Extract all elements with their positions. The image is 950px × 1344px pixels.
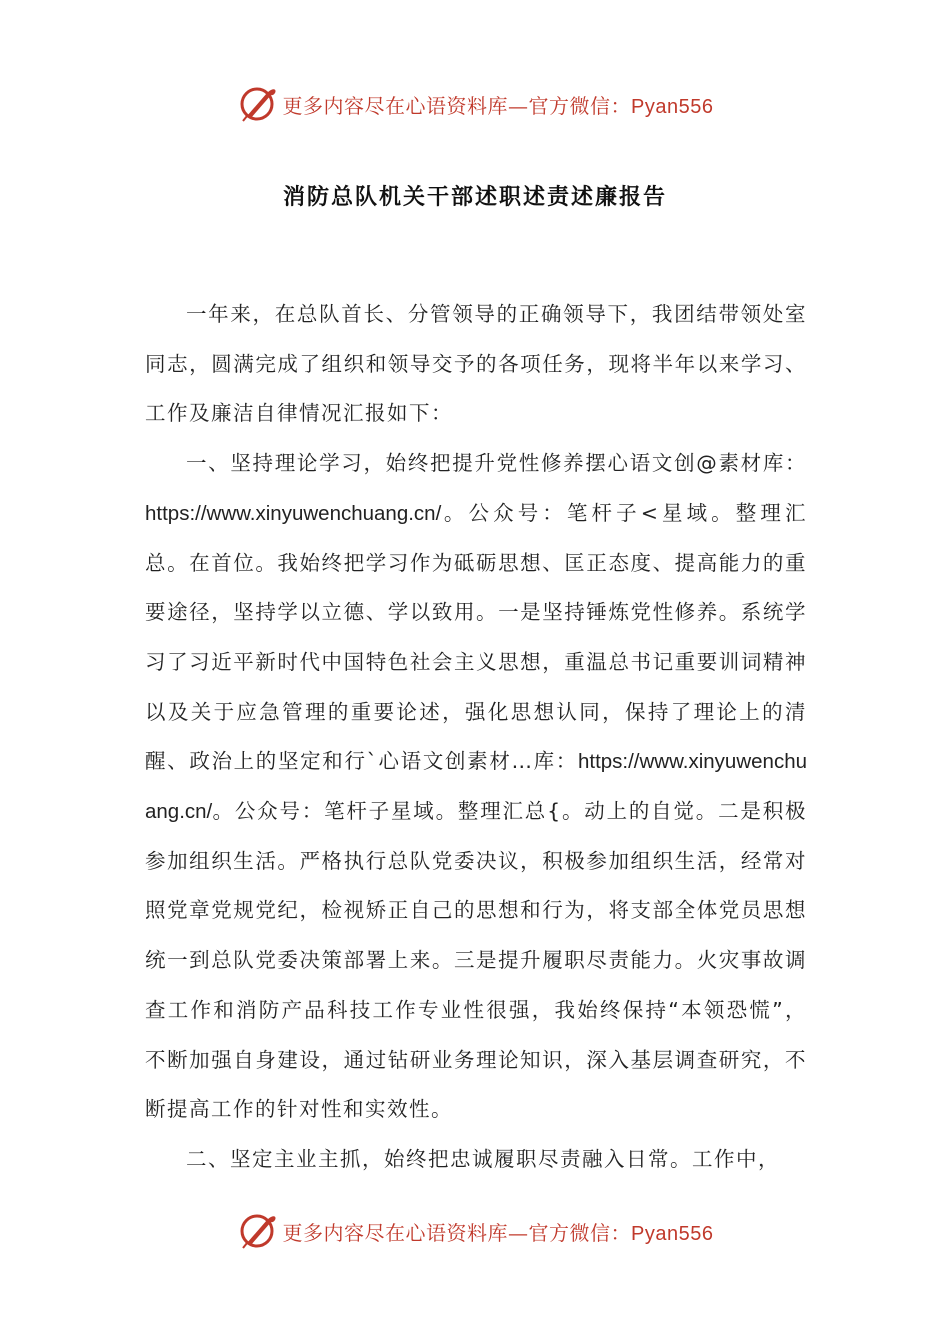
header-wechat-id: Pyan556: [631, 95, 714, 118]
paragraph-2: 一、坚持理论学习，始终把提升党性修养摆心语文创@素材库：https://www.xinyuwenchuang.cn/。公众号：笔杆子<星域。整理汇总。在首位。我始终把学习作为砥砺思想、匡正态度、提高能力的重要途径，坚持学以立德、学以致用。一是坚持锤炼党性修养。系统学习了习近平新时代中国特色社会主义思想，重温总书记重要训词精神以及关于应急管理的重要论述，强化思想认同，保持了理论上的清醒、政治上的坚定和行`心语文创素材…库：https://www.xinyuwenchuang.cn/。公众号：笔杆子星域。整理汇总{。动上的自觉。二是积极参加组织生活。严格执行总队党委决议，积极参加组织生活，经常对照党章党规党纪，检视矫正自己的思想和行为，将支部全体党员思想统一到总队党委决策部署上来。三是提升履职尽责能力。火灾事故调查工作和消防产品科技工作专业性很强，我始终保持“本领恐慌”，不断加强自身建设，通过钻研业务理论知识，深入基层调查研究，不断提高工作的针对性和实效性。: [145, 451, 807, 1122]
footer-banner-text: 更多内容尽在心语资料库—官方微信：Pyan556: [282, 1220, 714, 1245]
paragraph-1: 一年来，在总队首长、分管领导的正确领导下，我团结带领处室同志，圆满完成了组织和领导交予的各项任务，现将半年以来学习、工作及廉洁自律情况汇报如下：: [145, 302, 807, 426]
source-link: https://www.xinyuwenchuang.cn/: [145, 750, 807, 824]
header-banner-text: 更多内容尽在心语资料库—官方微信：Pyan556: [282, 93, 714, 118]
source-link: https://www.xinyuwenchuang.cn/: [145, 501, 442, 525]
header-banner: [0, 80, 950, 128]
footer-banner: [0, 1207, 950, 1255]
footer-wechat-id: Pyan556: [631, 1222, 714, 1245]
quill-logo-icon: [237, 1210, 279, 1252]
document-title: 消防总队机关干部述职述责述廉报告: [282, 185, 667, 210]
quill-logo-icon: [237, 83, 279, 125]
paragraph-3: 二、坚定主业主抓，始终把忠诚履职尽责融入日常。工作中，: [186, 1146, 780, 1171]
document-body: [145, 290, 807, 1185]
